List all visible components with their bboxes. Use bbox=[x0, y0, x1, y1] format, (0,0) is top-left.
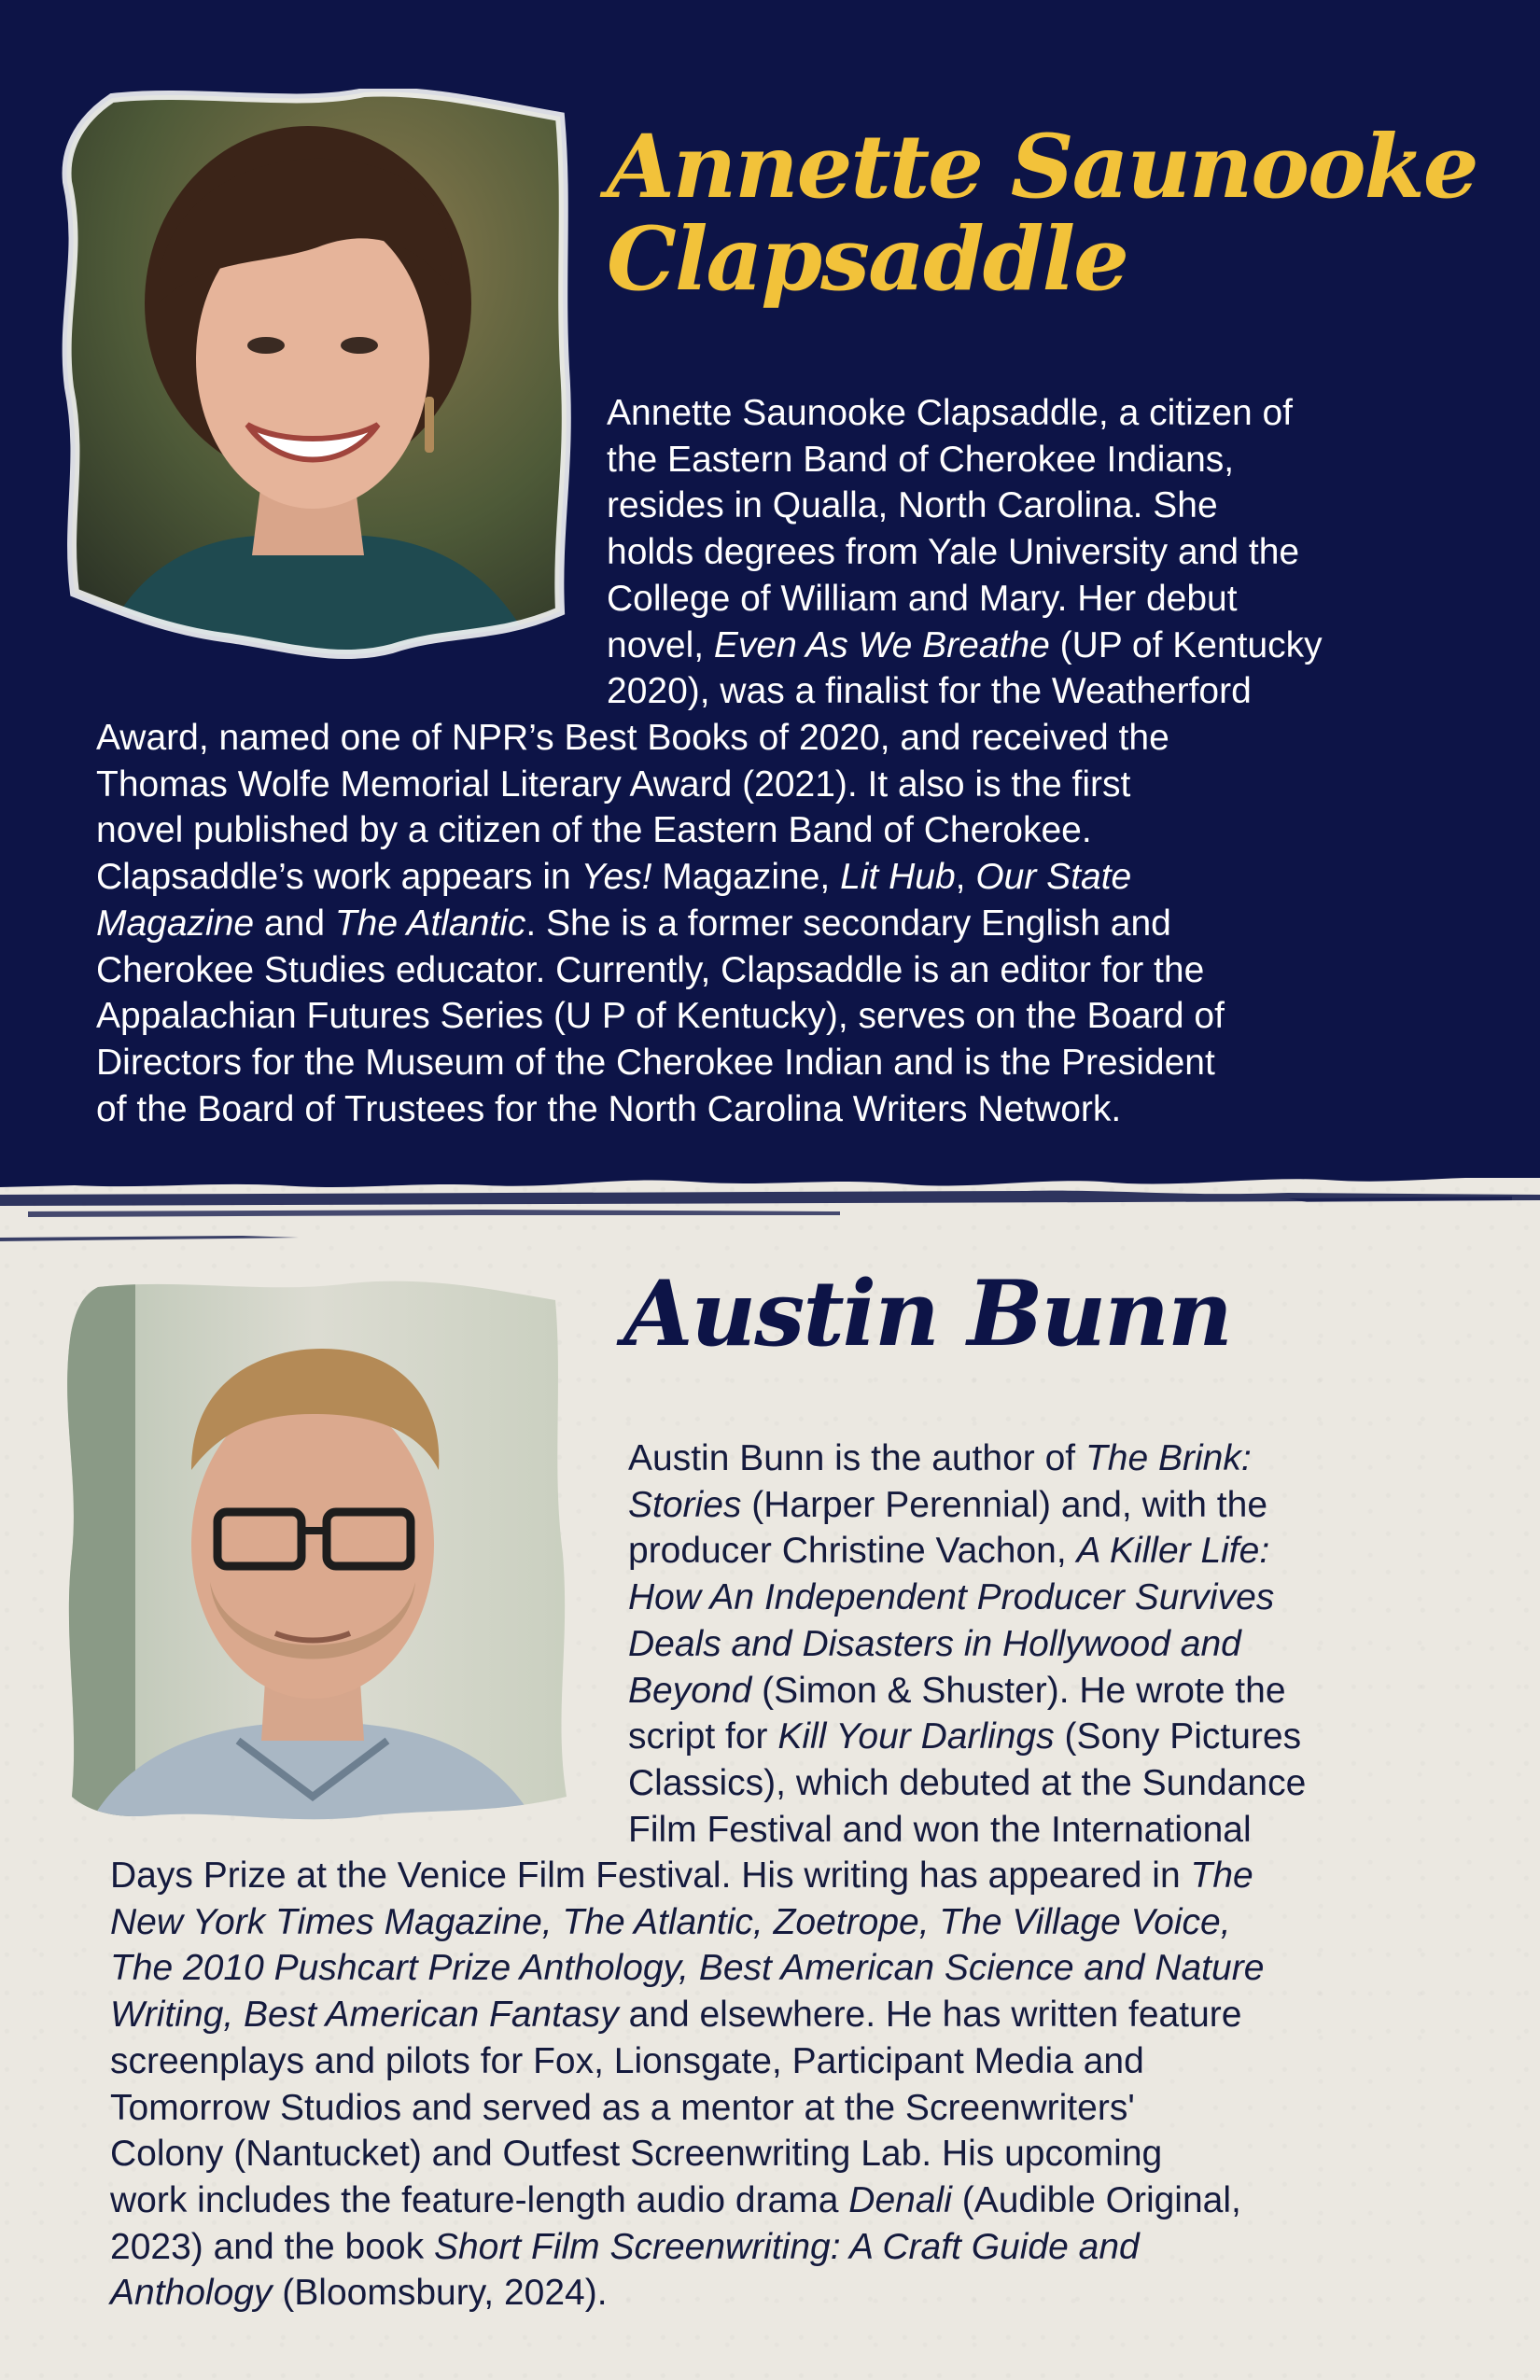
author2-bio-line: Colony (Nantucket) and Outfest Screenwriting Lab. His upcoming bbox=[110, 2134, 1163, 2175]
author2-bio-line bbox=[110, 1992, 1510, 2038]
author1-bio-line: holds degrees from Yale University and the bbox=[607, 532, 1300, 573]
text-segment: Clapsaddle’s work appears in bbox=[96, 857, 581, 898]
author2-bio-line bbox=[628, 1528, 1496, 1575]
text-segment: Days Prize at the Venice Film Festival. His writing has appeared in bbox=[110, 1855, 1191, 1896]
text-segment: producer Christine Vachon, bbox=[628, 1531, 1077, 1572]
author1-bio-line: Thomas Wolfe Memorial Literary Award (2021). It also is the first bbox=[96, 763, 1131, 805]
author1-bio-line: of the Board of Trustees for the North Carolina Writers Network. bbox=[96, 1088, 1122, 1129]
italic-title: Deals and Disasters in Hollywood and bbox=[628, 1623, 1241, 1664]
italic-title: Kill Your Darlings bbox=[777, 1716, 1055, 1757]
text-segment: and elsewhere. He has written feature bbox=[618, 1995, 1242, 2036]
text-segment: 2023) and the book bbox=[110, 2226, 434, 2267]
author1-bio-line: resides in Qualla, North Carolina. She bbox=[607, 485, 1218, 526]
author2-name: Austin Bunn bbox=[623, 1261, 1231, 1366]
italic-title: New York Times Magazine, The Atlantic, Zoetrope, The Village Voice, bbox=[110, 1901, 1231, 1942]
author2-bio-line bbox=[110, 1945, 1510, 1992]
text-segment: , bbox=[955, 857, 976, 898]
italic-title: Our State bbox=[975, 857, 1132, 898]
author1-name-line2: Clapsaddle bbox=[607, 207, 1127, 311]
author2-bio-column bbox=[628, 1435, 1496, 1853]
italic-title: Beyond bbox=[628, 1670, 752, 1711]
text-segment: (Audible Original, bbox=[951, 2179, 1241, 2220]
author1-bio-line: Award, named one of NPR’s Best Books of 2020, and received the bbox=[96, 718, 1169, 758]
author1-photo bbox=[56, 89, 579, 667]
author2-bio-line bbox=[110, 2270, 1510, 2317]
author1-name bbox=[607, 116, 1493, 311]
text-segment: (Simon & Shuster). He wrote the bbox=[751, 1670, 1286, 1711]
author1-bio-line: novel published by a citizen of the Eastern Band of Cherokee. bbox=[96, 810, 1092, 851]
text-segment: and bbox=[254, 903, 335, 944]
author2-bio-line: Classics), which debuted at the Sundance bbox=[628, 1762, 1307, 1803]
author1-bio-line: College of William and Mary. Her debut bbox=[607, 578, 1238, 619]
author1-bio-line bbox=[96, 901, 1496, 947]
italic-title: The 2010 Pushcart Prize Anthology, Best American Science and Nature bbox=[110, 1948, 1265, 1989]
text-segment: . She is a former secondary English and bbox=[525, 903, 1171, 944]
author2-bio-line bbox=[110, 2177, 1510, 2224]
author2-bio-line: screenplays and pilots for Fox, Lionsgate, Participant Media and bbox=[110, 2040, 1144, 2081]
author2-bio-line: Film Festival and won the International bbox=[628, 1809, 1252, 1850]
text-segment: script for bbox=[628, 1716, 778, 1757]
author1-bio-line: Directors for the Museum of the Cherokee Indian and is the President bbox=[96, 1042, 1215, 1083]
italic-title: How An Independent Producer Survives bbox=[628, 1577, 1275, 1618]
author1-bio-line: Annette Saunooke Clapsaddle, a citizen of bbox=[607, 393, 1294, 433]
text-segment: (Sony Pictures bbox=[1054, 1716, 1302, 1757]
italic-title: Stories bbox=[628, 1484, 742, 1525]
text-segment: (Bloomsbury, 2024). bbox=[272, 2273, 608, 2314]
author2-bio-line: Tomorrow Studios and served as a mentor at the Screenwriters' bbox=[110, 2087, 1135, 2128]
author1-bio-wide bbox=[96, 715, 1496, 1132]
author2-bio-line bbox=[628, 1575, 1496, 1621]
author2-bio-line bbox=[628, 1621, 1496, 1668]
author1-bio-line: 2020), was a finalist for the Weatherford bbox=[607, 671, 1252, 712]
author2-bio-line bbox=[628, 1435, 1496, 1482]
author2-bio-line bbox=[110, 2224, 1510, 2271]
author1-bio-line bbox=[96, 854, 1496, 901]
italic-title: Anthology bbox=[110, 2273, 273, 2314]
author2-bio-line bbox=[628, 1668, 1496, 1715]
italic-title: Even As We Breathe bbox=[713, 624, 1050, 665]
text-segment: work includes the feature-length audio drama bbox=[110, 2179, 849, 2220]
italic-title: Short Film Screenwriting: A Craft Guide and bbox=[433, 2226, 1140, 2267]
author1-bio-column bbox=[607, 390, 1484, 715]
text-segment: (UP of Kentucky bbox=[1049, 624, 1323, 665]
author2-photo bbox=[51, 1274, 579, 1825]
text-segment: Magazine, bbox=[651, 857, 841, 898]
author2-bio-line bbox=[628, 1714, 1496, 1760]
text-segment: (Harper Perennial) and, with the bbox=[741, 1484, 1268, 1525]
italic-title: A Killer Life: bbox=[1076, 1531, 1270, 1572]
italic-title: The bbox=[1190, 1855, 1253, 1896]
author2-bio-line bbox=[110, 1899, 1510, 1946]
text-segment: novel, bbox=[607, 624, 714, 665]
author2-bio-line bbox=[628, 1482, 1496, 1529]
italic-title: Magazine bbox=[96, 903, 255, 944]
italic-title: The Brink: bbox=[1085, 1438, 1252, 1478]
author2-bio-wide bbox=[110, 1853, 1510, 2317]
italic-title: Writing, Best American Fantasy bbox=[110, 1995, 619, 2036]
brush-divider bbox=[0, 1157, 1540, 1269]
text-segment: Austin Bunn is the author of bbox=[628, 1438, 1085, 1478]
author1-bio-line bbox=[607, 623, 1484, 669]
author2-bio-line bbox=[110, 1853, 1510, 1899]
author1-bio-line: Appalachian Futures Series (U P of Kentucky), serves on the Board of bbox=[96, 996, 1225, 1037]
author1-name-line1: Annette Saunooke bbox=[607, 116, 1477, 218]
italic-title: Yes! bbox=[581, 857, 652, 898]
italic-title: Denali bbox=[848, 2179, 952, 2220]
author1-bio-line: the Eastern Band of Cherokee Indians, bbox=[607, 439, 1235, 480]
italic-title: The Atlantic bbox=[334, 903, 526, 944]
author1-bio-line: Cherokee Studies educator. Currently, Clapsaddle is an editor for the bbox=[96, 949, 1205, 990]
italic-title: Lit Hub bbox=[840, 857, 956, 898]
